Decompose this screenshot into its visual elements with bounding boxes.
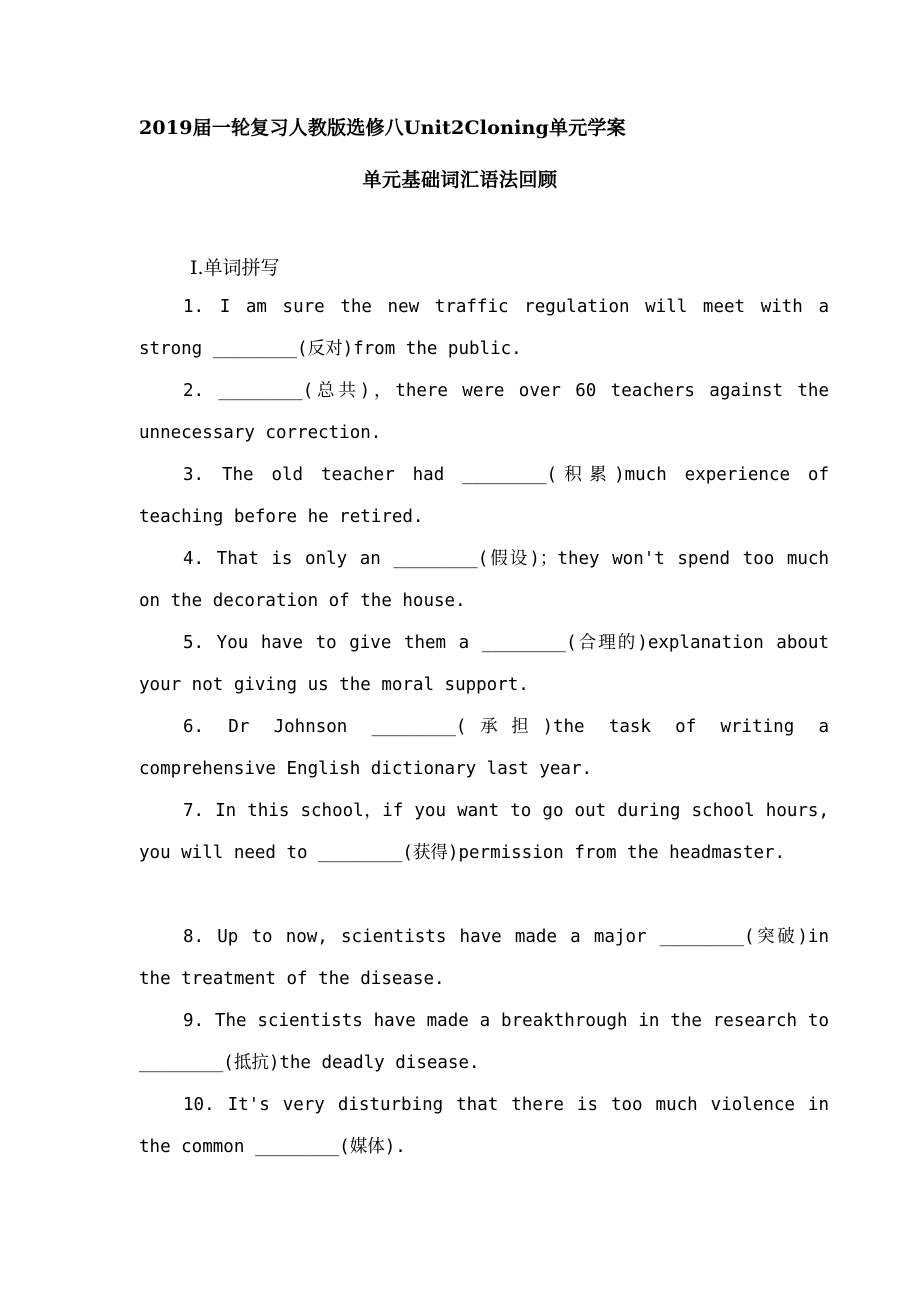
question-item: 8. Up to now, scientists have made a major ________(突破)in the treatment of the disease.: [139, 927, 829, 989]
question-item: 10. It's very disturbing that there is too much violence in the common ________(媒体).: [139, 1095, 829, 1157]
question-item: 9. The scientists have made a breakthrough in the research to ________(抵抗)the deadly disease.: [139, 1011, 829, 1073]
question-item: 4. That is only an ________(假设)；they won't spend too much on the decoration of the house.: [139, 549, 829, 611]
document-subtitle: 单元基础词汇语法回顾: [362, 169, 558, 191]
question-item: 6. Dr Johnson ________(承担)the task of writing a comprehensive English dictionary last year.: [139, 717, 829, 779]
document-title: 2019届一轮复习人教版选修八Unit2Cloning单元学案: [139, 117, 626, 139]
section-heading: Ⅰ.单词拼写: [190, 257, 280, 279]
question-item: 5. You have to give them a ________(合理的)explanation about your not giving us the moral support.: [139, 633, 829, 695]
question-item: 3. The old teacher had ________(积累)much experience of teaching before he retired.: [139, 465, 829, 527]
question-item: 2. ________(总共)，there were over 60 teachers against the unnecessary correction.: [139, 381, 829, 443]
question-item: 1. I am sure the new traffic regulation will meet with a strong ________(反对)from the public.: [139, 297, 829, 359]
question-item: 7. In this school，if you want to go out during school hours, you will need to ________(获得)permission from the headmaster.: [139, 801, 829, 863]
